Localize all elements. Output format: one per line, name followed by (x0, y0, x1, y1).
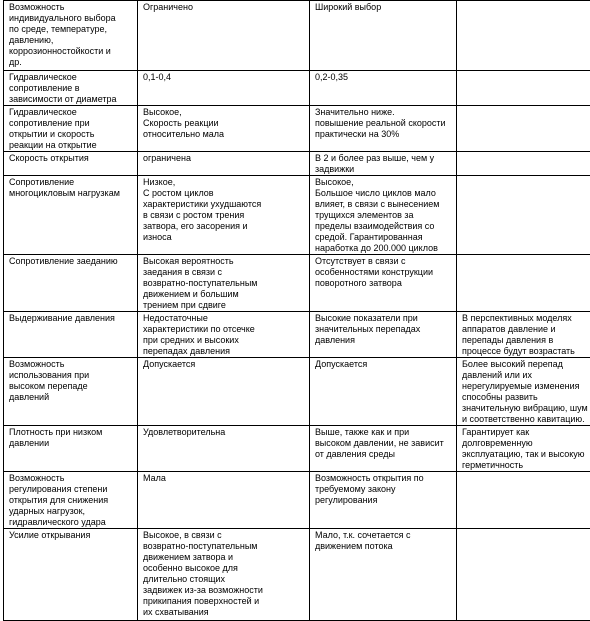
table-cell (457, 529, 590, 621)
table-cell: Широкий выбор (310, 1, 457, 71)
table-cell (457, 1, 590, 71)
table-cell: 0,2-0,35 (310, 71, 457, 106)
table-cell: Мала (138, 472, 310, 529)
table-cell: Значительно ниже. повышение реальной скорости практически на 30% (310, 106, 457, 152)
table-cell: Сопротивление многоцикловым нагрузкам (4, 176, 138, 255)
table-cell (457, 255, 590, 312)
table-row (4, 1, 590, 71)
table-row (4, 71, 590, 106)
table-row (4, 176, 590, 255)
table-row (4, 358, 590, 426)
table-cell: Возможность индивидуального выбора по среде, температуре, давлению, коррозионностойкости и др. (4, 1, 138, 71)
table-cell: Гидравлическое сопротивление в зависимости от диаметра (4, 71, 138, 106)
table-cell: Скорость открытия (4, 152, 138, 176)
table-cell: Возможность открытия по требуемому закону регулирования (310, 472, 457, 529)
table-cell: Высокое, Скорость реакции относительно мала (138, 106, 310, 152)
table-cell (457, 472, 590, 529)
table-cell: ограничена (138, 152, 310, 176)
table-cell: Возможность регулирования степени открытия для снижения ударных нагрузок, гидравлического удара (4, 472, 138, 529)
table-row (4, 255, 590, 312)
table-cell: Высокое, в связи с возвратно-поступательным движением затвора и особенно высокое для длительно стоящих задвижек из-за возможности прикипания поверхностей и их схватывания (138, 529, 310, 621)
table-cell: Отсутствует в связи с особенностями конструкции поворотного затвора (310, 255, 457, 312)
table-row (4, 472, 590, 529)
table-cell: Высокая вероятность заедания в связи с возвратно-поступательным движением и большим трением при сдвиге (138, 255, 310, 312)
table-cell: Возможность использования при высоком перепаде давлений (4, 358, 138, 426)
table-cell: В 2 и более раз выше, чем у задвижки (310, 152, 457, 176)
table-cell: Выше, также как и при высоком давлении, не зависит от давления среды (310, 426, 457, 472)
table-row (4, 529, 590, 621)
table-cell: В перспективных моделях аппаратов давление и перепады давления в процессе будут возрастать (457, 312, 590, 358)
table-cell: Выдерживание давления (4, 312, 138, 358)
table-cell (457, 106, 590, 152)
table-cell: Высокое, Большое число циклов мало влияет, в связи с вынесением трущихся элементов за пределы взаимодействия со средой. Гарантированная наработка до 200.000 циклов (310, 176, 457, 255)
table-cell: Низкое, С ростом циклов характеристики ухудшаются в связи с ростом трения затвора, его засорения и износа (138, 176, 310, 255)
table-cell: Высокие показатели при значительных перепадах давления (310, 312, 457, 358)
table-cell: Плотность при низком давлении (4, 426, 138, 472)
table-cell: Более высокий перепад давлений или их нерегулируемые изменения способны развить значительную вибрацию, шум и соответственно кавитацию. (457, 358, 590, 426)
table-row (4, 426, 590, 472)
table-cell (457, 176, 590, 255)
table-cell: Сопротивление заеданию (4, 255, 138, 312)
table-cell: Гидравлическое сопротивление при открытии и скорость реакции на открытие (4, 106, 138, 152)
table-cell: Усилие открывания (4, 529, 138, 621)
table-cell: Ограничено (138, 1, 310, 71)
table-cell: 0,1-0,4 (138, 71, 310, 106)
table-cell: Допускается (138, 358, 310, 426)
table-row (4, 106, 590, 152)
table-cell (457, 152, 590, 176)
table-cell: Недостаточные характеристики по отсечке при средних и высоких перепадах давления (138, 312, 310, 358)
table-cell (457, 71, 590, 106)
comparison-table (3, 0, 590, 621)
table-cell: Допускается (310, 358, 457, 426)
table-cell: Мало, т.к. сочетается с движением потока (310, 529, 457, 621)
table-row (4, 312, 590, 358)
table-cell: Гарантирует как долговременную эксплуатацию, так и высокую герметичность (457, 426, 590, 472)
table-cell: Удовлетворительна (138, 426, 310, 472)
table-row (4, 152, 590, 176)
